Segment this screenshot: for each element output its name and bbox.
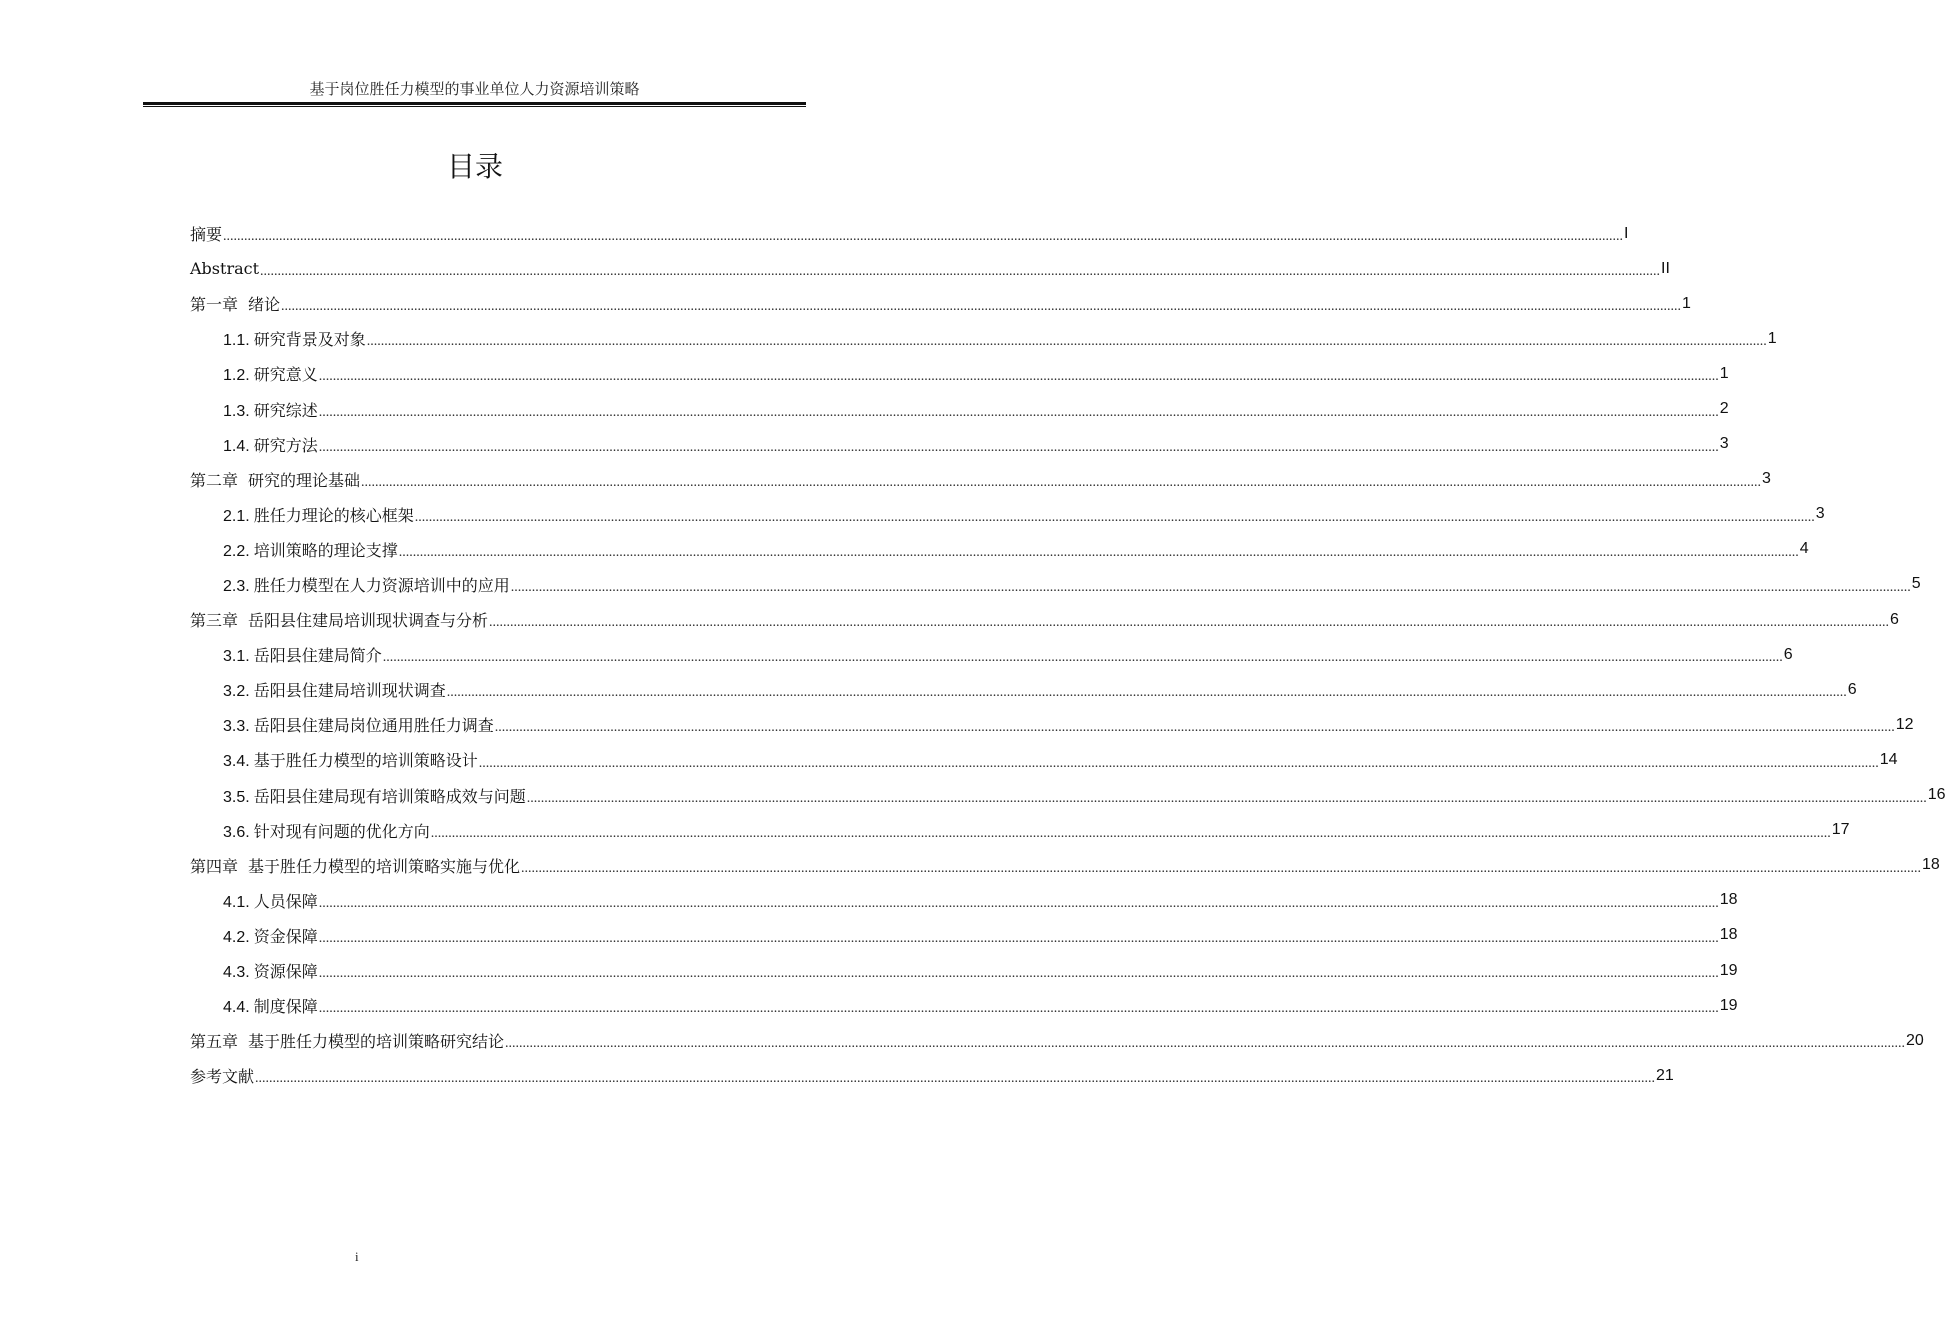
toc-entry-label	[223, 327, 366, 350]
toc-page-number: 6	[1890, 610, 1899, 628]
dot-leader: ................................................................................................................................................................................................................................................................................................................................................................................................................	[318, 895, 1719, 911]
toc-entry-label	[223, 959, 318, 982]
toc-entry-text: 研究意义	[253, 365, 318, 385]
toc-entry-label	[190, 608, 488, 631]
toc-entry[interactable]	[190, 1023, 1924, 1058]
toc-entry[interactable]	[190, 988, 1738, 1023]
toc-page-number: 1	[1682, 294, 1691, 312]
toc-page-number: 3	[1719, 435, 1729, 453]
toc-entry-label	[190, 854, 520, 877]
dot-leader: ................................................................................................................................................................................................................................................................................................................................................................................................................	[398, 544, 1799, 560]
toc-entry-number: 3.6.	[223, 823, 250, 841]
toc-entry-label	[223, 362, 318, 385]
dot-leader: ................................................................................................................................................................................................................................................................................................................................................................................................................	[446, 685, 1847, 701]
toc-entry-label	[223, 924, 318, 947]
table-of-contents	[190, 216, 1946, 1093]
dot-leader: ................................................................................................................................................................................................................................................................................................................................................................................................................	[318, 1001, 1719, 1017]
toc-entry[interactable]	[190, 391, 1729, 426]
toc-entry-number: 4.1.	[223, 893, 250, 911]
toc-entry-text: 基于胜任力模型的培训策略设计	[253, 751, 478, 771]
toc-entry-number: 3.5.	[223, 788, 250, 806]
dot-leader: ................................................................................................................................................................................................................................................................................................................................................................................................................	[318, 404, 1719, 420]
toc-entry[interactable]	[190, 532, 1809, 567]
toc-entry-number: 1.1.	[223, 332, 250, 350]
toc-page-number: 1	[1767, 329, 1777, 347]
toc-entry[interactable]	[190, 883, 1738, 918]
dot-leader: ................................................................................................................................................................................................................................................................................................................................................................................................................	[318, 439, 1719, 455]
toc-entry[interactable]	[190, 742, 1898, 777]
toc-page-number: 3	[1815, 505, 1825, 523]
toc-page-number: 19	[1719, 996, 1738, 1014]
toc-entry-number: 1.2.	[223, 367, 250, 385]
toc-entry-label	[223, 994, 318, 1017]
toc-entry-number: 第三章	[190, 611, 239, 631]
toc-entry-text: 岳阳县住建局现有培训策略成效与问题	[253, 786, 526, 806]
toc-entry-label	[190, 259, 259, 278]
toc-page-number: 14	[1879, 750, 1898, 768]
toc-entry[interactable]	[190, 567, 1921, 602]
dot-leader: ................................................................................................................................................................................................................................................................................................................................................................................................................	[430, 825, 1831, 841]
toc-entry-label	[223, 889, 318, 912]
toc-entry-text: 研究背景及对象	[253, 330, 366, 350]
dot-leader: ................................................................................................................................................................................................................................................................................................................................................................................................................	[255, 1071, 1656, 1087]
toc-entry-label	[190, 1064, 254, 1087]
toc-page-number: I	[1624, 224, 1629, 242]
toc-entry[interactable]	[190, 356, 1729, 391]
toc-entry-label	[223, 713, 494, 736]
toc-entry[interactable]	[190, 427, 1729, 462]
toc-entry-label	[223, 678, 446, 701]
toc-page-number: 20	[1906, 1031, 1924, 1049]
toc-page-number: II	[1661, 259, 1670, 277]
toc-entry-label	[190, 1029, 504, 1052]
toc-entry-label	[223, 538, 398, 561]
toc-entry-label	[223, 503, 414, 526]
toc-entry-label	[223, 573, 510, 596]
toc-entry-text: 摘要	[190, 225, 223, 245]
dot-leader: ................................................................................................................................................................................................................................................................................................................................................................................................................	[260, 264, 1661, 280]
toc-entry-number: 3.1.	[223, 648, 250, 666]
toc-entry-number: 3.3.	[223, 718, 250, 736]
toc-entry-text: 人员保障	[253, 891, 318, 911]
dot-leader: ................................................................................................................................................................................................................................................................................................................................................................................................................	[494, 720, 1895, 736]
toc-entry-number: 1.3.	[223, 402, 250, 420]
toc-page-number: 21	[1656, 1066, 1674, 1084]
dot-leader: ................................................................................................................................................................................................................................................................................................................................................................................................................	[223, 229, 1624, 245]
toc-entry-label	[223, 398, 318, 421]
toc-entry-text: 岳阳县住建局简介	[253, 646, 382, 666]
toc-page-number: 18	[1719, 926, 1738, 944]
toc-entry-text: 基于胜任力模型的培训策略研究结论	[248, 1032, 505, 1052]
dot-leader: ................................................................................................................................................................................................................................................................................................................................................................................................................	[281, 299, 1682, 315]
dot-leader: ................................................................................................................................................................................................................................................................................................................................................................................................................	[318, 966, 1719, 982]
toc-page-number: 18	[1922, 856, 1940, 874]
toc-entry-label	[223, 433, 318, 456]
toc-entry[interactable]	[190, 637, 1793, 672]
toc-entry[interactable]	[190, 918, 1738, 953]
toc-entry-label	[223, 643, 382, 666]
toc-entry-number: 4.2.	[223, 928, 250, 946]
toc-entry-text: 制度保障	[253, 997, 318, 1017]
toc-entry[interactable]	[190, 778, 1946, 813]
toc-page-number: 1	[1719, 364, 1729, 382]
toc-page-number: 18	[1719, 891, 1738, 909]
toc-page-number: 4	[1799, 540, 1809, 558]
toc-entry-text: 基于胜任力模型的培训策略实施与优化	[248, 856, 521, 876]
toc-entry-number: 第二章	[190, 470, 239, 490]
dot-leader: ................................................................................................................................................................................................................................................................................................................................................................................................................	[478, 755, 1879, 771]
toc-entry-number: 3.4.	[223, 753, 250, 771]
toc-entry-text: 胜任力模型在人力资源培训中的应用	[253, 575, 510, 595]
toc-entry-number: 4.4.	[223, 999, 250, 1017]
dot-leader: ................................................................................................................................................................................................................................................................................................................................................................................................................	[361, 474, 1762, 490]
toc-entry-text: 胜任力理论的核心框架	[253, 505, 414, 525]
toc-entry-text: 岳阳县住建局培训现状调查与分析	[248, 611, 489, 631]
toc-entry[interactable]	[190, 497, 1825, 532]
toc-title: 目录	[446, 150, 503, 183]
toc-entry[interactable]	[190, 602, 1899, 637]
dot-leader: ................................................................................................................................................................................................................................................................................................................................................................................................................	[510, 580, 1911, 596]
toc-entry-text: 岳阳县住建局培训现状调查	[253, 681, 446, 701]
toc-entry-label	[190, 222, 222, 245]
toc-entry[interactable]	[190, 216, 1629, 251]
running-header-title: 基于岗位胜任力模型的事业单位人力资源培训策略	[309, 80, 640, 98]
dot-leader: ................................................................................................................................................................................................................................................................................................................................................................................................................	[521, 860, 1922, 876]
toc-page-number: 19	[1719, 961, 1738, 979]
toc-entry-label	[190, 292, 280, 315]
toc-entry[interactable]	[190, 848, 1940, 883]
toc-entry-text: 资金保障	[253, 926, 318, 946]
toc-entry-number: 4.3.	[223, 964, 250, 982]
toc-entry[interactable]	[190, 953, 1738, 988]
toc-entry-text: Abstract	[190, 259, 260, 279]
toc-page-number: 17	[1831, 821, 1850, 839]
toc-entry[interactable]	[190, 672, 1857, 707]
toc-entry-text: 绪论	[248, 295, 281, 315]
toc-entry-text: 针对现有问题的优化方向	[253, 821, 430, 841]
toc-page-number: 12	[1895, 715, 1914, 733]
toc-page-number: 5	[1911, 575, 1921, 593]
toc-entry-number: 3.2.	[223, 683, 250, 701]
toc-entry-number: 2.1.	[223, 507, 250, 525]
toc-entry-label	[223, 748, 478, 771]
toc-entry[interactable]	[190, 462, 1771, 497]
toc-entry-number: 第四章	[190, 856, 239, 876]
page-number: i	[355, 1249, 359, 1264]
toc-entry-text: 研究的理论基础	[248, 470, 361, 490]
toc-entry[interactable]	[190, 813, 1850, 848]
toc-entry-number: 第一章	[190, 295, 239, 315]
toc-page-number: 3	[1762, 470, 1771, 488]
toc-entry-text: 岳阳县住建局岗位通用胜任力调查	[253, 716, 494, 736]
toc-entry-label	[190, 468, 360, 491]
toc-entry-number: 2.2.	[223, 542, 250, 560]
dot-leader: ................................................................................................................................................................................................................................................................................................................................................................................................................	[489, 615, 1890, 631]
toc-entry-text: 参考文献	[190, 1067, 255, 1087]
dot-leader: ................................................................................................................................................................................................................................................................................................................................................................................................................	[505, 1036, 1906, 1052]
toc-entry[interactable]	[190, 321, 1777, 356]
toc-entry-label	[223, 784, 526, 807]
toc-page-number: 6	[1847, 680, 1857, 698]
dot-leader: ................................................................................................................................................................................................................................................................................................................................................................................................................	[526, 790, 1927, 806]
toc-entry[interactable]	[190, 251, 1670, 286]
toc-entry[interactable]	[190, 707, 1914, 742]
dot-leader: ................................................................................................................................................................................................................................................................................................................................................................................................................	[382, 650, 1783, 666]
toc-page-number: 6	[1783, 645, 1793, 663]
toc-page-number: 16	[1927, 786, 1946, 804]
toc-entry-number: 2.3.	[223, 577, 250, 595]
toc-entry-number: 1.4.	[223, 437, 250, 455]
toc-entry-text: 研究综述	[253, 400, 318, 420]
dot-leader: ................................................................................................................................................................................................................................................................................................................................................................................................................	[366, 334, 1767, 350]
toc-entry[interactable]	[190, 286, 1691, 321]
toc-entry[interactable]	[190, 1058, 1674, 1093]
toc-entry-text: 培训策略的理论支撑	[253, 540, 398, 560]
toc-entry-text: 资源保障	[253, 962, 318, 982]
dot-leader: ................................................................................................................................................................................................................................................................................................................................................................................................................	[318, 930, 1719, 946]
dot-leader: ................................................................................................................................................................................................................................................................................................................................................................................................................	[318, 369, 1719, 385]
dot-leader: ................................................................................................................................................................................................................................................................................................................................................................................................................	[414, 509, 1815, 525]
toc-entry-text: 研究方法	[253, 435, 318, 455]
toc-page-number: 2	[1719, 400, 1729, 418]
header-rule	[143, 102, 806, 107]
toc-entry-label	[223, 819, 430, 842]
toc-entry-number: 第五章	[190, 1032, 239, 1052]
